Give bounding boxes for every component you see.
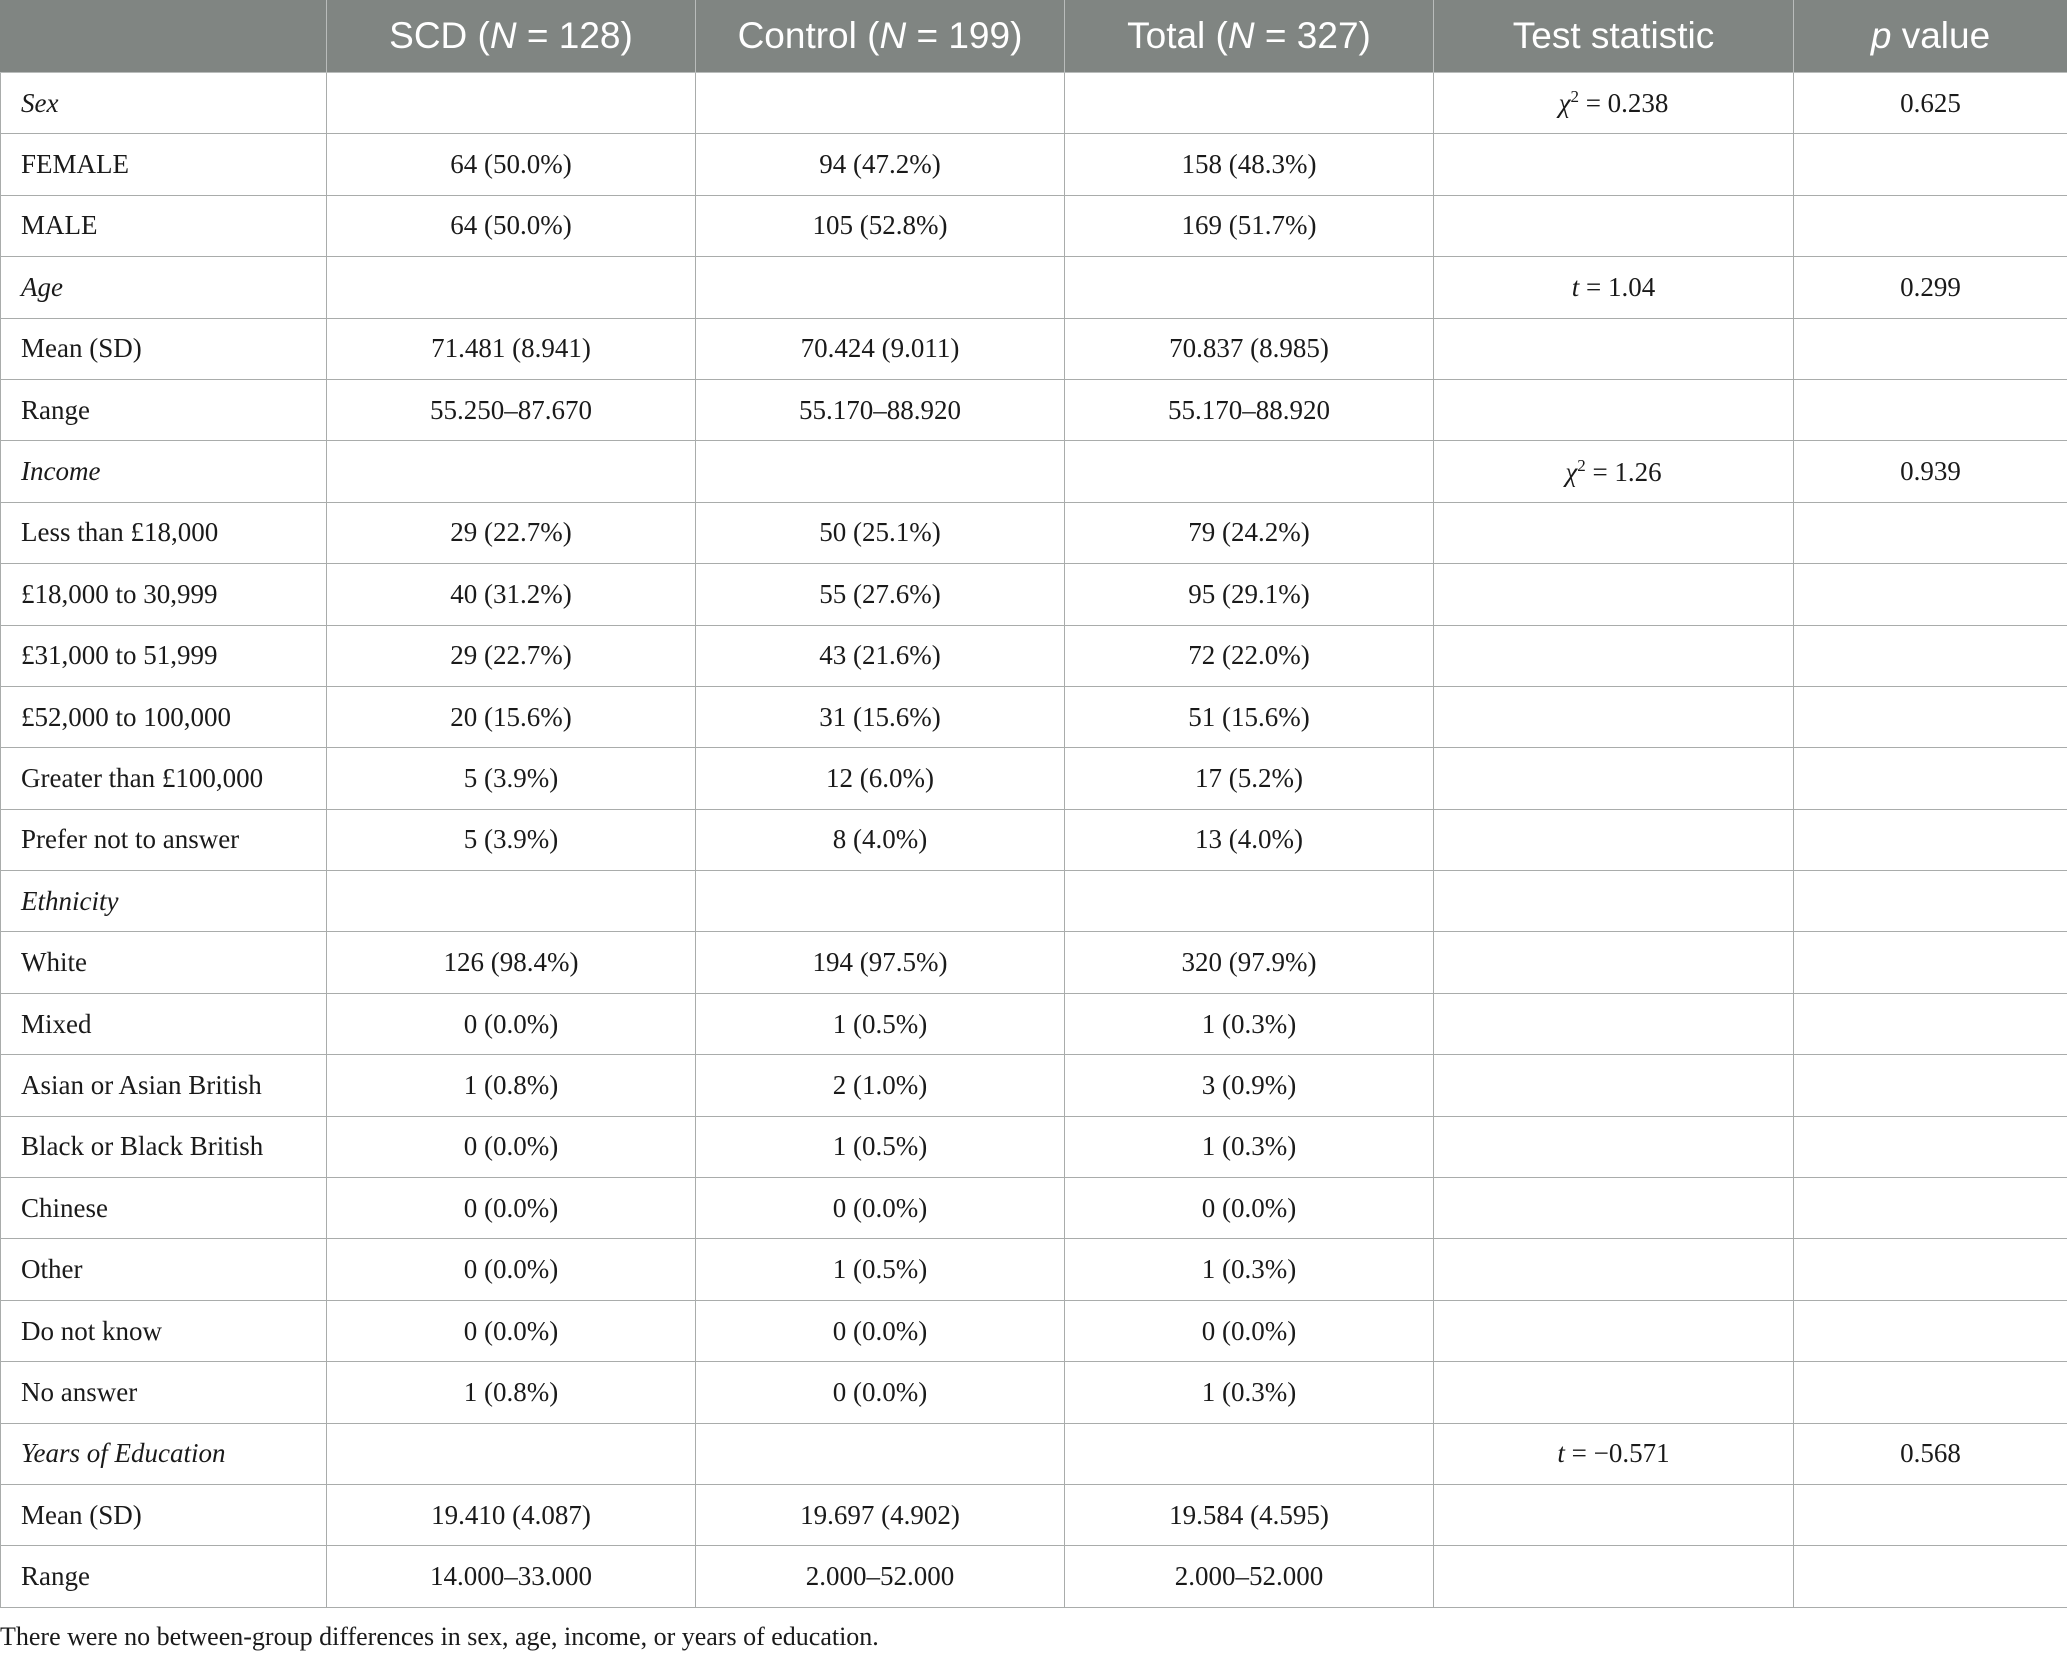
cell-control	[696, 441, 1065, 502]
cell-test-statistic	[1434, 1178, 1794, 1239]
row-label: Income	[1, 441, 327, 502]
table-footnote: There were no between-group differences in sex, age, income, or years of education.	[0, 1622, 879, 1651]
cell-test-statistic	[1434, 1300, 1794, 1361]
row-label: Other	[1, 1239, 327, 1300]
table-row	[1, 564, 2067, 625]
cell-scd	[327, 73, 696, 134]
cell-test-statistic	[1434, 809, 1794, 870]
cell-control: 1 (0.5%)	[696, 1239, 1065, 1300]
cell-p-value	[1794, 318, 2067, 379]
cell-test-statistic: t = −0.571	[1434, 1423, 1794, 1484]
cell-scd: 1 (0.8%)	[327, 1362, 696, 1423]
cell-test-statistic: t = 1.04	[1434, 257, 1794, 318]
cell-scd	[327, 257, 696, 318]
row-label: Prefer not to answer	[1, 809, 327, 870]
cell-total: 95 (29.1%)	[1065, 564, 1434, 625]
cell-p-value: 0.299	[1794, 257, 2067, 318]
cell-scd	[327, 871, 696, 932]
cell-scd: 71.481 (8.941)	[327, 318, 696, 379]
cell-p-value	[1794, 625, 2067, 686]
cell-p-value	[1794, 1239, 2067, 1300]
table-row	[1, 318, 2067, 379]
cell-control: 12 (6.0%)	[696, 748, 1065, 809]
cell-scd: 0 (0.0%)	[327, 1178, 696, 1239]
cell-total	[1065, 871, 1434, 932]
header-p-value: p value	[1794, 0, 2067, 73]
header-total: Total (N = 327)	[1065, 0, 1434, 73]
cell-p-value	[1794, 1178, 2067, 1239]
row-label: £52,000 to 100,000	[1, 686, 327, 747]
table-section-row	[1, 1423, 2067, 1484]
cell-control: 55 (27.6%)	[696, 564, 1065, 625]
cell-total	[1065, 1423, 1434, 1484]
table-row	[1, 809, 2067, 870]
cell-p-value	[1794, 686, 2067, 747]
cell-control: 194 (97.5%)	[696, 932, 1065, 993]
row-label: Mean (SD)	[1, 318, 327, 379]
cell-control: 55.170–88.920	[696, 379, 1065, 440]
cell-total: 0 (0.0%)	[1065, 1178, 1434, 1239]
cell-test-statistic: $\chi^2 = 0.238$	[1434, 73, 1794, 134]
cell-scd: 64 (50.0%)	[327, 134, 696, 195]
cell-total	[1065, 257, 1434, 318]
table-row	[1, 1178, 2067, 1239]
cell-total: 55.170–88.920	[1065, 379, 1434, 440]
cell-scd: 0 (0.0%)	[327, 1239, 696, 1300]
cell-control: 2 (1.0%)	[696, 1055, 1065, 1116]
cell-p-value	[1794, 195, 2067, 256]
cell-test-statistic	[1434, 1546, 1794, 1607]
cell-test-statistic	[1434, 195, 1794, 256]
cell-p-value	[1794, 809, 2067, 870]
cell-scd: 29 (22.7%)	[327, 502, 696, 563]
row-label: Greater than £100,000	[1, 748, 327, 809]
cell-control: 105 (52.8%)	[696, 195, 1065, 256]
row-label: Ethnicity	[1, 871, 327, 932]
row-label: Black or Black British	[1, 1116, 327, 1177]
table-row	[1, 932, 2067, 993]
cell-total: 17 (5.2%)	[1065, 748, 1434, 809]
cell-control: 19.697 (4.902)	[696, 1484, 1065, 1545]
cell-p-value	[1794, 1484, 2067, 1545]
table-row	[1, 1546, 2067, 1607]
cell-p-value	[1794, 1362, 2067, 1423]
row-label: FEMALE	[1, 134, 327, 195]
cell-control: 8 (4.0%)	[696, 809, 1065, 870]
cell-total: 158 (48.3%)	[1065, 134, 1434, 195]
cell-control: 50 (25.1%)	[696, 502, 1065, 563]
cell-p-value	[1794, 993, 2067, 1054]
row-label: White	[1, 932, 327, 993]
row-label: Mean (SD)	[1, 1484, 327, 1545]
table-row	[1, 1239, 2067, 1300]
cell-control: 70.424 (9.011)	[696, 318, 1065, 379]
cell-total: 2.000–52.000	[1065, 1546, 1434, 1607]
cell-test-statistic	[1434, 748, 1794, 809]
cell-scd: 126 (98.4%)	[327, 932, 696, 993]
cell-p-value: 0.625	[1794, 73, 2067, 134]
cell-control	[696, 73, 1065, 134]
row-label: Range	[1, 379, 327, 440]
row-label: Mixed	[1, 993, 327, 1054]
cell-total: 169 (51.7%)	[1065, 195, 1434, 256]
cell-control: 43 (21.6%)	[696, 625, 1065, 686]
cell-p-value	[1794, 748, 2067, 809]
header-test-statistic: Test statistic	[1434, 0, 1794, 73]
cell-control	[696, 257, 1065, 318]
cell-control: 0 (0.0%)	[696, 1362, 1065, 1423]
cell-total: 1 (0.3%)	[1065, 1362, 1434, 1423]
row-label: Do not know	[1, 1300, 327, 1361]
cell-control: 0 (0.0%)	[696, 1300, 1065, 1361]
table-row	[1, 502, 2067, 563]
cell-p-value	[1794, 1300, 2067, 1361]
table-section-row	[1, 257, 2067, 318]
cell-control	[696, 871, 1065, 932]
table-body	[1, 73, 2067, 1608]
row-label: No answer	[1, 1362, 327, 1423]
cell-total: 1 (0.3%)	[1065, 1116, 1434, 1177]
row-label: £18,000 to 30,999	[1, 564, 327, 625]
table-row	[1, 625, 2067, 686]
cell-scd: 0 (0.0%)	[327, 1300, 696, 1361]
row-label: Chinese	[1, 1178, 327, 1239]
cell-p-value	[1794, 932, 2067, 993]
cell-total: 320 (97.9%)	[1065, 932, 1434, 993]
row-label: Years of Education	[1, 1423, 327, 1484]
cell-total: 0 (0.0%)	[1065, 1300, 1434, 1361]
table-row	[1, 1055, 2067, 1116]
cell-p-value	[1794, 564, 2067, 625]
cell-test-statistic	[1434, 871, 1794, 932]
cell-p-value: 0.939	[1794, 441, 2067, 502]
row-label: Age	[1, 257, 327, 318]
header-row	[1, 0, 2067, 73]
cell-test-statistic	[1434, 134, 1794, 195]
cell-test-statistic	[1434, 1362, 1794, 1423]
header-control: Control (N = 199)	[696, 0, 1065, 73]
cell-test-statistic	[1434, 564, 1794, 625]
row-label: Sex	[1, 73, 327, 134]
table-row	[1, 1484, 2067, 1545]
cell-test-statistic	[1434, 686, 1794, 747]
cell-scd: 19.410 (4.087)	[327, 1484, 696, 1545]
cell-scd	[327, 1423, 696, 1484]
cell-p-value: 0.568	[1794, 1423, 2067, 1484]
cell-p-value	[1794, 1546, 2067, 1607]
cell-test-statistic	[1434, 1116, 1794, 1177]
cell-test-statistic	[1434, 1055, 1794, 1116]
cell-test-statistic	[1434, 502, 1794, 563]
table-section-row	[1, 441, 2067, 502]
cell-total: 3 (0.9%)	[1065, 1055, 1434, 1116]
cell-scd: 1 (0.8%)	[327, 1055, 696, 1116]
cell-total: 72 (22.0%)	[1065, 625, 1434, 686]
cell-test-statistic: $\chi^2 = 1.26$	[1434, 441, 1794, 502]
row-label: £31,000 to 51,999	[1, 625, 327, 686]
cell-total	[1065, 73, 1434, 134]
cell-total: 1 (0.3%)	[1065, 1239, 1434, 1300]
cell-p-value	[1794, 1116, 2067, 1177]
cell-p-value	[1794, 134, 2067, 195]
cell-total: 19.584 (4.595)	[1065, 1484, 1434, 1545]
row-label: Asian or Asian British	[1, 1055, 327, 1116]
cell-control	[696, 1423, 1065, 1484]
table-row	[1, 195, 2067, 256]
cell-scd: 0 (0.0%)	[327, 993, 696, 1054]
cell-total: 51 (15.6%)	[1065, 686, 1434, 747]
cell-scd: 40 (31.2%)	[327, 564, 696, 625]
cell-control: 2.000–52.000	[696, 1546, 1065, 1607]
table-row	[1, 134, 2067, 195]
table-row	[1, 993, 2067, 1054]
row-label: Range	[1, 1546, 327, 1607]
cell-scd: 29 (22.7%)	[327, 625, 696, 686]
cell-p-value	[1794, 1055, 2067, 1116]
cell-test-statistic	[1434, 379, 1794, 440]
cell-scd	[327, 441, 696, 502]
cell-test-statistic	[1434, 1484, 1794, 1545]
cell-control: 0 (0.0%)	[696, 1178, 1065, 1239]
row-label: Less than £18,000	[1, 502, 327, 563]
cell-scd: 14.000–33.000	[327, 1546, 696, 1607]
cell-scd: 20 (15.6%)	[327, 686, 696, 747]
header-variable	[1, 0, 327, 73]
table-row	[1, 686, 2067, 747]
cell-p-value	[1794, 379, 2067, 440]
table-row	[1, 379, 2067, 440]
cell-scd: 5 (3.9%)	[327, 809, 696, 870]
cell-total	[1065, 441, 1434, 502]
table-row	[1, 1362, 2067, 1423]
cell-scd: 64 (50.0%)	[327, 195, 696, 256]
cell-p-value	[1794, 871, 2067, 932]
table-section-row	[1, 73, 2067, 134]
cell-test-statistic	[1434, 625, 1794, 686]
cell-control: 1 (0.5%)	[696, 993, 1065, 1054]
cell-p-value	[1794, 502, 2067, 563]
cell-control: 31 (15.6%)	[696, 686, 1065, 747]
cell-scd: 55.250–87.670	[327, 379, 696, 440]
cell-total: 70.837 (8.985)	[1065, 318, 1434, 379]
cell-test-statistic	[1434, 1239, 1794, 1300]
table-section-row	[1, 871, 2067, 932]
table-row	[1, 748, 2067, 809]
cell-control: 1 (0.5%)	[696, 1116, 1065, 1177]
header-scd: SCD (N = 128)	[327, 0, 696, 73]
table-header	[1, 0, 2067, 73]
cell-total: 79 (24.2%)	[1065, 502, 1434, 563]
cell-total: 1 (0.3%)	[1065, 993, 1434, 1054]
table-row	[1, 1300, 2067, 1361]
row-label: MALE	[1, 195, 327, 256]
cell-scd: 5 (3.9%)	[327, 748, 696, 809]
cell-total: 13 (4.0%)	[1065, 809, 1434, 870]
cell-scd: 0 (0.0%)	[327, 1116, 696, 1177]
cell-test-statistic	[1434, 932, 1794, 993]
cell-test-statistic	[1434, 318, 1794, 379]
table-row	[1, 1116, 2067, 1177]
cell-control: 94 (47.2%)	[696, 134, 1065, 195]
cell-test-statistic	[1434, 993, 1794, 1054]
